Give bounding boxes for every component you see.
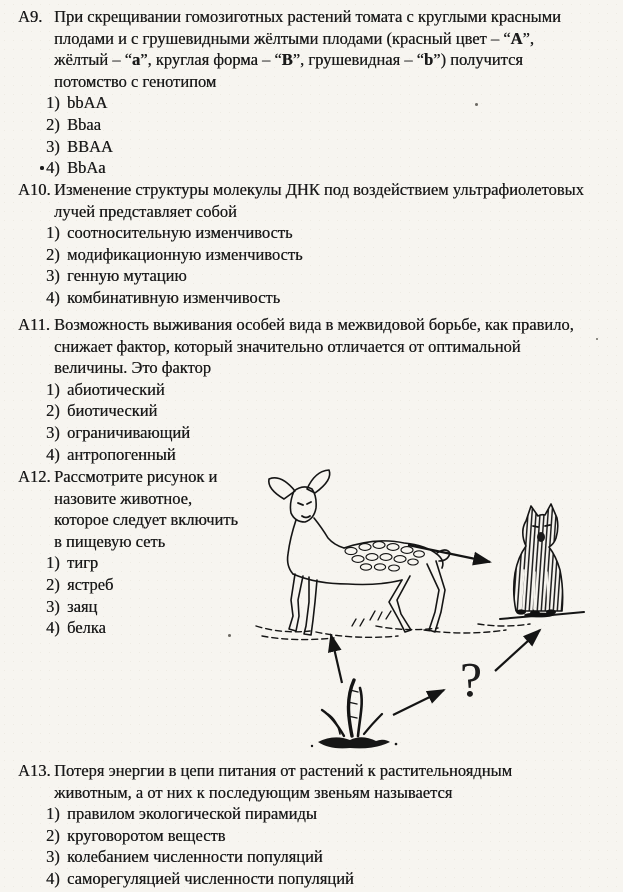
option-number: 2) <box>46 825 60 845</box>
options-list <box>46 803 617 889</box>
question-A12 <box>18 466 617 639</box>
option-text: антропогенный <box>67 444 176 464</box>
option-number: 1) <box>46 223 60 243</box>
pen-mark-dot <box>40 166 44 170</box>
options-list <box>46 552 617 638</box>
stem-text: Возможность выживания особей вида в межвидовой борьбе, как правило, <box>54 315 574 334</box>
question-stem <box>18 760 617 803</box>
stem-text: жёлтый – “ <box>54 50 132 70</box>
stem-line <box>54 466 617 488</box>
option-number: 1) <box>46 93 60 113</box>
gene-letter: В <box>281 50 293 70</box>
stem-line <box>54 782 617 804</box>
option-row <box>46 114 617 136</box>
stem-line <box>54 179 617 201</box>
option-row <box>46 265 617 287</box>
question-stem <box>18 466 617 552</box>
option-row <box>46 617 617 639</box>
option-text: саморегуляцией численности популяций <box>67 868 354 888</box>
option-row <box>46 157 617 179</box>
option-row <box>46 846 617 868</box>
option-text: абиотический <box>67 379 165 399</box>
option-text: тигр <box>67 553 99 573</box>
question-stem <box>18 179 617 222</box>
question-A9 <box>18 6 617 179</box>
stem-text: назовите животное, <box>54 488 192 508</box>
option-text: правилом экологической пирамиды <box>67 804 317 824</box>
stem-text: которое следует включить <box>54 510 238 530</box>
option-number: 4) <box>46 287 60 307</box>
question-label: А10. <box>18 180 51 199</box>
option-row <box>46 244 617 266</box>
stem-line <box>54 531 617 553</box>
stem-line <box>54 201 617 223</box>
arrow-plant-to-unknown <box>393 690 444 715</box>
question-mark-label: ? <box>460 652 482 707</box>
stem-text: лучей представляет собой <box>54 201 237 221</box>
option-text: белка <box>67 618 106 638</box>
option-number: 3) <box>46 266 60 286</box>
question-label: А12. <box>18 467 51 486</box>
option-number: 4) <box>46 444 60 464</box>
option-text: BbAa <box>67 158 106 178</box>
question-A13 <box>18 760 617 890</box>
question-label: А9. <box>18 7 43 26</box>
option-row <box>46 379 617 401</box>
question-A11 <box>18 314 617 465</box>
question-label: А13. <box>18 761 51 780</box>
stem-text: ”, <box>522 28 534 48</box>
arrow-plant-to-deer <box>331 635 342 683</box>
option-row <box>46 422 617 444</box>
option-number: 1) <box>46 553 60 573</box>
option-number: 2) <box>46 401 60 421</box>
option-row <box>46 574 617 596</box>
option-row <box>46 825 617 847</box>
stem-line <box>54 6 617 28</box>
option-text: круговоротом веществ <box>67 825 226 845</box>
option-text: модификационную изменчивость <box>67 244 303 264</box>
option-text: ястреб <box>67 574 114 594</box>
stem-text: снижает фактор, который значительно отличается от оптимальной <box>54 336 521 356</box>
option-number: 4) <box>46 158 60 178</box>
option-row <box>46 287 617 309</box>
gene-letter: а <box>131 50 141 70</box>
option-number: 3) <box>46 596 60 616</box>
option-text: комбинативную изменчивость <box>67 287 281 307</box>
option-number: 2) <box>46 114 60 134</box>
question-stem <box>18 314 617 379</box>
option-row <box>46 400 617 422</box>
plant-illustration <box>311 680 398 748</box>
options-list <box>46 222 617 308</box>
option-text: биотический <box>67 401 158 421</box>
option-number: 1) <box>46 379 60 399</box>
stem-line <box>54 488 617 510</box>
options-list <box>46 92 617 178</box>
option-text: заяц <box>67 596 98 616</box>
question-label: А11. <box>18 315 50 334</box>
stem-line <box>54 357 617 379</box>
stem-line <box>54 336 617 358</box>
stem-line <box>54 760 617 782</box>
stem-line <box>54 314 617 336</box>
stem-text: ”, грушевидная – “ <box>292 50 424 70</box>
option-number: 2) <box>46 574 60 594</box>
option-number: 3) <box>46 847 60 867</box>
option-text: Bbaa <box>67 114 101 134</box>
stem-text: плодами и с грушевидными жёлтыми плодами (красный цвет – “ <box>54 28 511 48</box>
stem-text: При скрещивании гомозиготных растений томата с круглыми красными <box>54 7 561 26</box>
option-number: 4) <box>46 868 60 888</box>
option-row <box>46 803 617 825</box>
option-text: bbAA <box>67 93 108 113</box>
question-stem <box>18 6 617 92</box>
option-row <box>46 552 617 574</box>
stem-line <box>54 28 617 50</box>
stem-text: Изменение структуры молекулы ДНК под воздействием ультрафиолетовых <box>54 180 584 199</box>
question-A10 <box>18 179 617 309</box>
option-text: колебанием численности популяций <box>67 847 323 867</box>
option-text: BBAA <box>67 136 113 156</box>
stem-line <box>54 71 617 93</box>
stem-text: животным, а от них к последующим звеньям называется <box>54 782 453 802</box>
stem-text: ”, круглая форма – “ <box>140 50 282 70</box>
option-row <box>46 222 617 244</box>
option-row <box>46 136 617 158</box>
stem-line <box>54 509 617 531</box>
option-text: соотносительную изменчивость <box>67 223 293 243</box>
option-number: 1) <box>46 804 60 824</box>
stem-line <box>54 49 617 71</box>
option-number: 2) <box>46 244 60 264</box>
option-text: ограничивающий <box>67 422 190 442</box>
option-row <box>46 92 617 114</box>
option-text: генную мутацию <box>67 266 187 286</box>
option-number: 4) <box>46 618 60 638</box>
option-row <box>46 596 617 618</box>
option-row <box>46 868 617 890</box>
options-list <box>46 379 617 465</box>
gene-letter: b <box>423 50 434 70</box>
gene-letter: А <box>510 28 523 48</box>
option-row <box>46 444 617 466</box>
stem-text: величины. Это фактор <box>54 358 211 378</box>
stem-text: в пищевую сеть <box>54 531 166 551</box>
stem-text: Потеря энергии в цепи питания от растений к растительноядным <box>54 761 513 780</box>
stem-text: ”) получится <box>433 50 523 70</box>
option-number: 3) <box>46 422 60 442</box>
option-number: 3) <box>46 136 60 156</box>
stem-text: потомство с генотипом <box>54 71 217 91</box>
stem-text: Рассмотрите рисунок и <box>54 467 218 486</box>
